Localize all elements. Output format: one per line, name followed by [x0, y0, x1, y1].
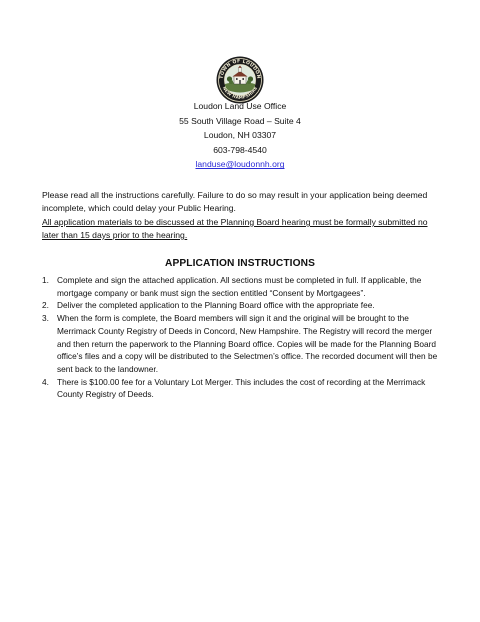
office-phone: 603-798-4540: [213, 144, 267, 155]
office-email-link[interactable]: landuse@loudonnh.org: [195, 159, 285, 170]
instruction-text: Complete and sign the attached application. All sections must be completed in full. If applicable, the mortgage company or bank must sign the section entitled “Consent by Mortgagees”.: [57, 275, 422, 298]
instruction-number: 3.: [42, 313, 49, 324]
office-address-block: [0, 99, 480, 172]
office-city: Loudon, NH 03307: [203, 130, 277, 141]
office-street: 55 South Village Road – Suite 4: [179, 115, 301, 126]
section-heading: APPLICATION INSTRUCTIONS: [165, 258, 315, 269]
instruction-item: [42, 312, 442, 376]
instruction-text: When the form is complete, the Board members will sign it and the original will be brought to the Merrimack County Registry of Deeds in Concord, New Hampshire. The Registry will record the merger and then return the paperwork to the Planning Board office. Copies will be made for the Planning Board office’s files and a copy will be distributed to the Selectmen’s office. The recorded document will then be sent back to the landowner.: [57, 313, 438, 374]
deadline-notice: All application materials to be discussed at the Planning Board hearing must be formally submitted no later than 15 days prior to the hearing.: [42, 217, 428, 240]
town-seal-logo: [216, 56, 264, 104]
instruction-number: 2.: [42, 300, 49, 311]
svg-text:NEW HAMPSHIRE: NEW HAMPSHIRE: [221, 85, 259, 100]
instruction-number: 4.: [42, 376, 49, 387]
instruction-item: [42, 274, 442, 299]
instruction-text: Deliver the completed application to the Planning Board office with the appropriate fee.: [57, 300, 375, 311]
instruction-number: 1.: [42, 275, 49, 285]
office-name: Loudon Land Use Office: [193, 101, 287, 111]
instruction-text: There is $100.00 fee for a Voluntary Lot Merger. This includes the cost of recording at the Merrimack County Registry of Deeds.: [57, 376, 426, 400]
instruction-item: [42, 299, 442, 312]
intro-paragraph: Please read all the instructions carefully. Failure to do so may result in your application being deemed incomplete, which could delay your Public Hearing.: [42, 190, 428, 213]
town-seal-icon: [216, 56, 264, 104]
instruction-item: [42, 376, 442, 401]
svg-text:TOWN OF LOUDON: TOWN OF LOUDON: [219, 59, 261, 80]
instruction-list: [42, 274, 442, 401]
